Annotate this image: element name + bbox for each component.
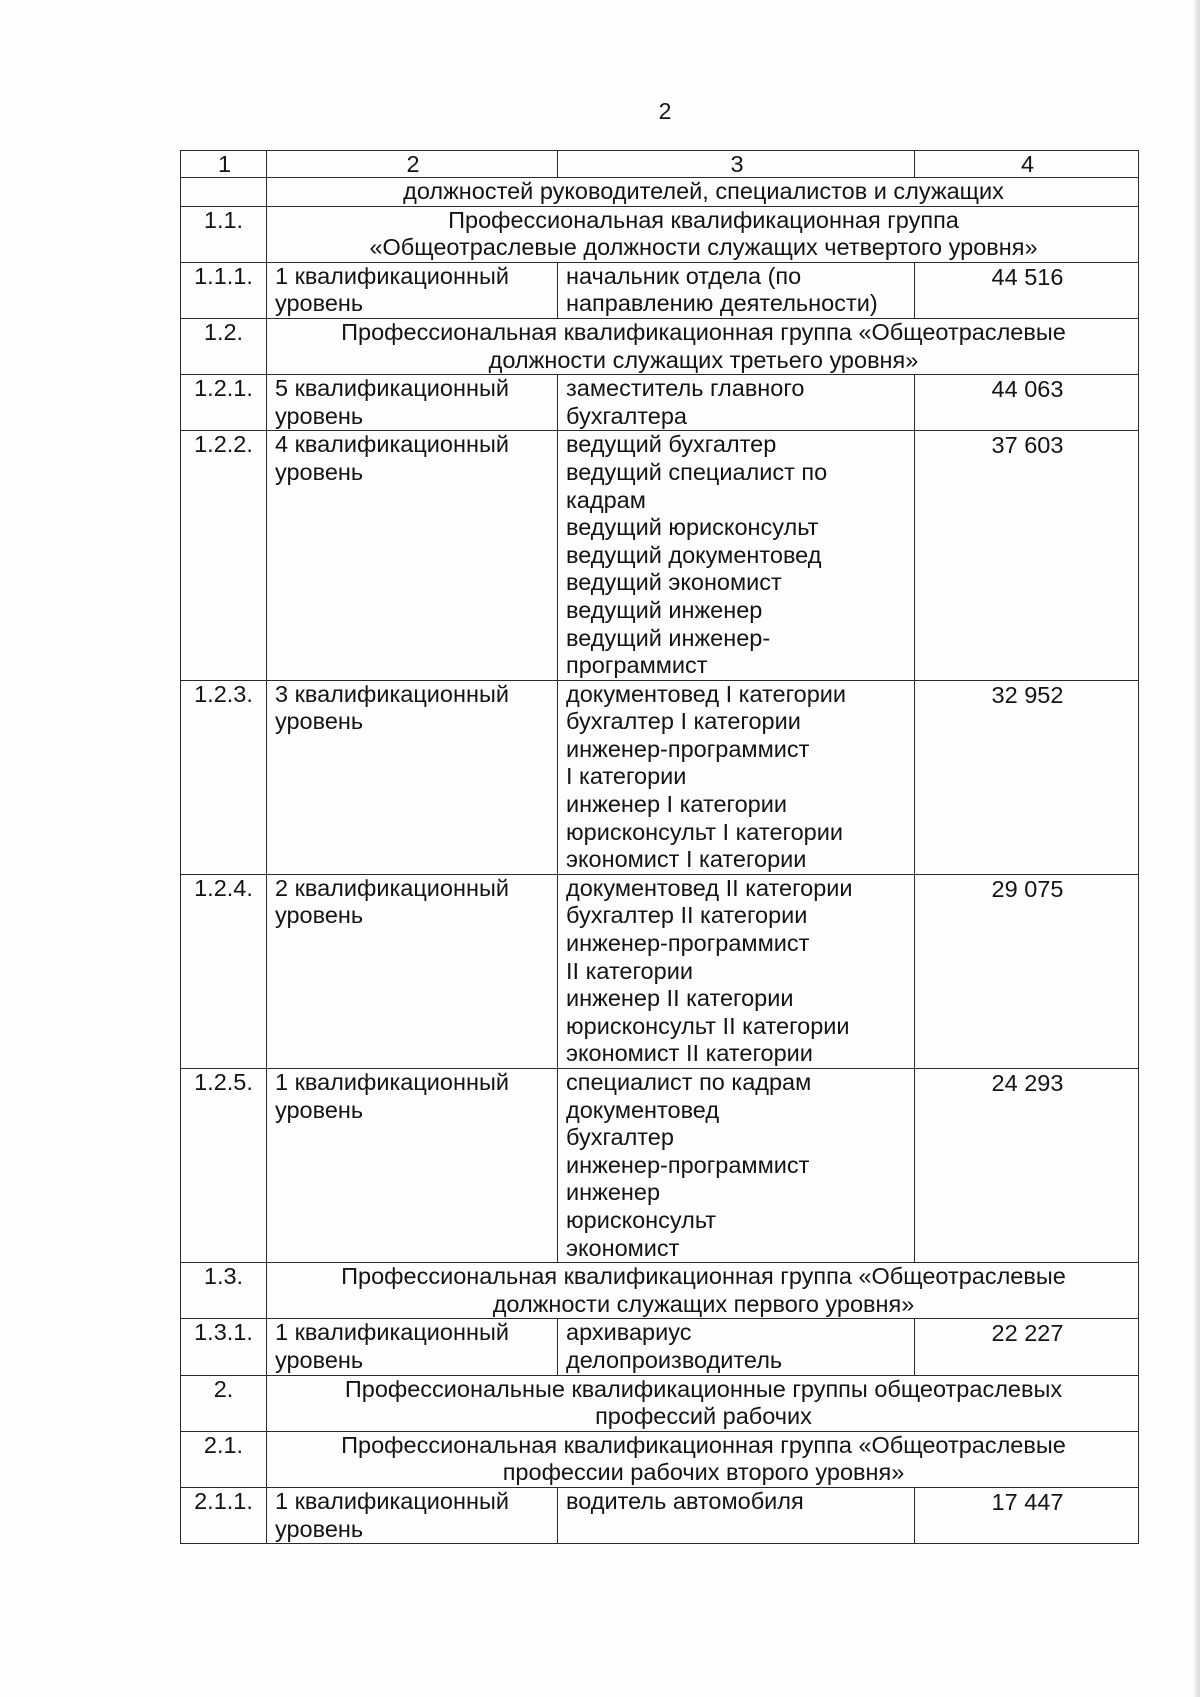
group-row <box>181 1431 1139 1487</box>
salary-value: 22 227 <box>915 1319 1139 1375</box>
salary-table <box>180 150 1139 1544</box>
table-header-row <box>181 151 1139 178</box>
qualification-level: 5 квалификационный уровень <box>267 375 558 431</box>
group-row <box>181 1375 1139 1431</box>
group-row <box>181 206 1139 262</box>
qualification-level: 1 квалификационный уровень <box>267 1319 558 1375</box>
table-row <box>181 1487 1139 1543</box>
positions-list: документовед II категории бухгалтер II категории инженер-программист II категории инженер II категории юрисконсульт II категории экономист II категории <box>558 874 915 1068</box>
row-number: 1.3. <box>181 1263 267 1319</box>
group-row <box>181 1263 1139 1319</box>
row-number: 1.2.5. <box>181 1069 267 1263</box>
table-row <box>181 874 1139 1068</box>
group-title: Профессиональные квалификационные группы общеотраслевых профессий рабочих <box>267 1375 1139 1431</box>
row-number: 1.2.2. <box>181 431 267 680</box>
header-cell-1: 1 <box>181 151 267 178</box>
positions-list: водитель автомобиля <box>558 1487 915 1543</box>
row-number: 1.2. <box>181 318 267 374</box>
scan-edge-shadow <box>1194 0 1200 1697</box>
group-title: Профессиональная квалификационная группа «Общеотраслевые должности служащих третьего уровня» <box>267 318 1139 374</box>
continuation-row <box>181 178 1139 207</box>
group-title: Профессиональная квалификационная группа «Общеотраслевые профессии рабочих второго уровня» <box>267 1431 1139 1487</box>
qualification-level: 3 квалификационный уровень <box>267 680 558 874</box>
positions-list: архивариус делопроизводитель <box>558 1319 915 1375</box>
header-cell-3: 3 <box>558 151 915 178</box>
page-number: 2 <box>658 98 672 124</box>
positions-list: начальник отдела (по направлению деятельности) <box>558 262 915 318</box>
table-row <box>181 262 1139 318</box>
salary-table-body <box>181 151 1139 1544</box>
row-number: 1.1. <box>181 206 267 262</box>
row-number: 2.1.1. <box>181 1487 267 1543</box>
table-row <box>181 1319 1139 1375</box>
positions-list: ведущий бухгалтер ведущий специалист по кадрам ведущий юрисконсульт ведущий документовед ведущий экономист ведущий инженер ведущий инженер- программист <box>558 431 915 680</box>
salary-value: 29 075 <box>915 874 1139 1068</box>
positions-list: документовед I категории бухгалтер I категории инженер-программист I категории инженер I категории юрисконсульт I категории экономист I категории <box>558 680 915 874</box>
salary-value: 17 447 <box>915 1487 1139 1543</box>
salary-value: 24 293 <box>915 1069 1139 1263</box>
positions-list: заместитель главного бухгалтера <box>558 375 915 431</box>
continuation-num-cell <box>181 178 267 207</box>
positions-list: специалист по кадрам документовед бухгалтер инженер-программист инженер юрисконсульт экономист <box>558 1069 915 1263</box>
salary-value: 44 516 <box>915 262 1139 318</box>
row-number: 1.2.1. <box>181 375 267 431</box>
header-cell-2: 2 <box>267 151 558 178</box>
qualification-level: 2 квалификационный уровень <box>267 874 558 1068</box>
header-cell-4: 4 <box>915 151 1139 178</box>
table-row <box>181 680 1139 874</box>
salary-value: 44 063 <box>915 375 1139 431</box>
row-number: 1.2.4. <box>181 874 267 1068</box>
group-title: Профессиональная квалификационная группа «Общеотраслевые должности служащих четвертого уровня» <box>267 206 1139 262</box>
salary-value: 32 952 <box>915 680 1139 874</box>
qualification-level: 1 квалификационный уровень <box>267 1487 558 1543</box>
row-number: 1.2.3. <box>181 680 267 874</box>
row-number: 2. <box>181 1375 267 1431</box>
table-row <box>181 375 1139 431</box>
continuation-title: должностей руководителей, специалистов и служащих <box>267 178 1139 207</box>
group-row <box>181 318 1139 374</box>
row-number: 1.1.1. <box>181 262 267 318</box>
qualification-level: 4 квалификационный уровень <box>267 431 558 680</box>
table-row <box>181 1069 1139 1263</box>
salary-value: 37 603 <box>915 431 1139 680</box>
row-number: 2.1. <box>181 1431 267 1487</box>
group-title: Профессиональная квалификационная группа «Общеотраслевые должности служащих первого уровня» <box>267 1263 1139 1319</box>
table-row <box>181 431 1139 680</box>
row-number: 1.3.1. <box>181 1319 267 1375</box>
qualification-level: 1 квалификационный уровень <box>267 262 558 318</box>
qualification-level: 1 квалификационный уровень <box>267 1069 558 1263</box>
